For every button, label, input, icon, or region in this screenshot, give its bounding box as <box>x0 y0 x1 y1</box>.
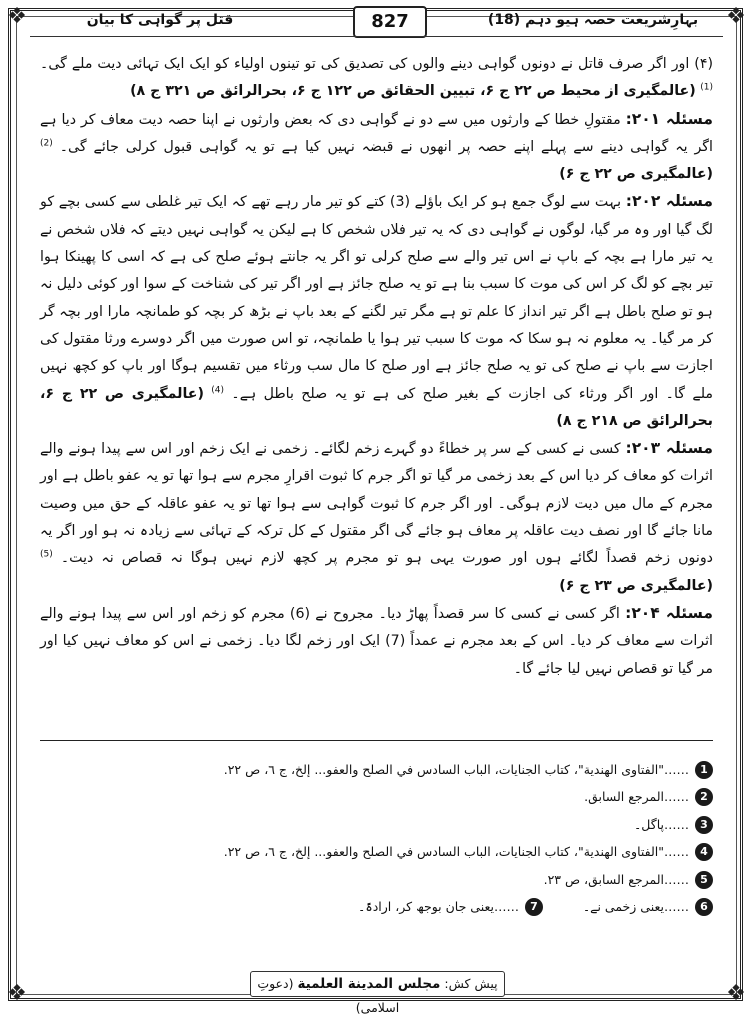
paragraph-text: مقتولِ خطا کے وارثوں میں سے دو نے گواہی دی کہ بعض وارثوں نے اپنا حصہ دیت معاف کر دیا ہے اگر یہ گواہی دینے سے پہلے اپنے حصہ پر انھوں نے قبضہ نہیں کیا ہے تو یہ گواہی قبول کرلی جائے گی۔ <box>40 111 713 155</box>
publisher-footer <box>250 971 505 1015</box>
corner-ornament-icon: ❖ <box>726 4 746 29</box>
corner-ornament-icon: ❖ <box>726 981 746 1006</box>
paragraph-text: (۴) اور اگر صرف قاتل نے دونوں گواہی دینے والوں کی تصدیق کی تو تینوں اولیاء کو ایک ایک تہائی دیت ملے گی۔ <box>40 56 713 72</box>
footnote-item <box>343 896 543 918</box>
footnote-item <box>40 784 713 812</box>
reference: (عالمگیری از محیط ص ۲۲ ج ۶، تبیین الحقائق ص ۱۲۲ ج ۶، بحرالرائق ص ۳۲۱ ج ۸) <box>130 83 696 100</box>
footnote-text: ……"الفتاوى الهندية"، كتاب الجنايات، الباب السادس في الصلح والعفو... إلخ، ج ٦، ص ٢٢. <box>223 761 689 777</box>
footnote-item <box>40 866 713 894</box>
footnote-text: ……یعنی جان بوجھ کر، ارادۃً۔ <box>358 899 519 915</box>
reference: (عالمگیری ص ۲۳ ج ۶) <box>559 577 713 594</box>
masala-label: مسئلہ ۲۰۳: <box>625 439 713 458</box>
publisher-name: مجلس المدينة العلمية <box>297 976 441 992</box>
masala-label: مسئلہ ۲۰۲: <box>625 192 713 211</box>
footnote-text: ……المرجع السابق. <box>584 789 689 805</box>
footnote-text: ……المرجع السابق، ص ٢٣. <box>543 871 689 887</box>
footnote-marker[interactable]: (5) <box>40 549 53 560</box>
footnote-marker[interactable]: (4) <box>211 384 225 395</box>
paragraph-text: کسی نے کسی کے سر پر خطاءً دو گہرے زخم لگائے۔ زخمی نے ایک زخم اور اس سے پیدا ہونے والے اثرات کو معاف کر دیا اس کے بعد زخمی مر گیا تو اگر جرم کا ثبوت اقرارِ مجرم سے ہوا تھا تو یہ عفو باطل ہے اور مجرم کے مال میں دیت لازم ہوگی۔ اور اگر جرم کا ثبوت گواہی سے ہوا تھا تو یہ عفو عاقلہ کے حق میں وصیت مانا جائے گا اور نصف دیت عاقلہ پر معاف ہو جائے گی اگر مقتول کے کل ترکہ کے تہائی سے زیادہ نہ ہو اور اگر یہ دونوں زخم قصداً لگائے ہوں اور صورت یہی ہو تو مجرم پر کچھ لازم نہیں ہوگا نہ قصاص نہ دیت۔ <box>40 441 713 567</box>
footnote-divider <box>40 740 713 741</box>
footnote-number-badge: 6 <box>695 898 713 916</box>
footnote-number-badge: 2 <box>695 788 713 806</box>
masala-label: مسئلہ ۲۰۴: <box>625 603 713 622</box>
chapter-title: قتل پر گواہی کا بیان <box>86 12 234 28</box>
corner-ornament-icon: ❖ <box>7 981 27 1006</box>
footer-suffix: (دعوتِ اسلامی) <box>257 976 400 1015</box>
paragraph <box>40 106 713 189</box>
footnote-number-badge: 1 <box>695 761 713 779</box>
footnote-text: ……"الفتاوى الهندية"، كتاب الجنايات، الباب السادس في الصلح والعفو... إلخ، ج ٦، ص ٢٢. <box>223 844 689 860</box>
paragraph <box>40 600 713 683</box>
footnote-item <box>40 756 713 784</box>
corner-ornament-icon: ❖ <box>7 4 27 29</box>
page-number: 827 <box>353 6 427 38</box>
reference: (عالمگیری ص ۲۲ ج ۶) <box>559 166 713 183</box>
footnote-marker[interactable]: (1) <box>700 82 713 93</box>
main-text <box>40 50 713 683</box>
masala-label: مسئلہ ۲۰۱: <box>625 109 713 128</box>
book-title: بہارِشریعت حصہ ہیو دہم (18) <box>487 12 699 28</box>
paragraph <box>40 188 713 435</box>
footnote-item <box>40 839 713 867</box>
header-divider <box>30 36 723 37</box>
paragraph <box>40 50 713 106</box>
paragraph <box>40 435 713 600</box>
footer-prefix: پیش کش: <box>444 976 498 991</box>
footnotes <box>40 756 713 921</box>
reference: (عالمگیری ص ۲۲ ج ۶، بحرالرائق ص ۲۱۸ ج ۸) <box>40 385 713 429</box>
footnote-text: ……یعنی زخمی نے۔ <box>582 899 689 915</box>
paragraph-text: بہت سے لوگ جمع ہو کر ایک باؤلے (3) کتے کو تیر مار رہے تھے کہ ایک تیر غلطی سے کسی بچے کو لگ گیا اور وہ مر گیا، لوگوں نے گواہی دی کہ یہ تیر فلاں شخص کا ہے لیکن یہ گواہی نہیں دیتے کہ فلاں شخص نے یہ تیر مارا ہے بچہ کے باپ نے اس تیر والے سے صلح کرلی تو اگر یہ جانتے ہوئے صلح کی ہے کہ اسی کا پھینکا ہوا تیر بچے کو لگ کر اس کی موت کا سبب بنا ہے تو یہ صلح جائز ہے اور اگر تیر کی شناخت کے سوا اور کوئی دلیل نہ ہو تو صلح باطل ہے اگر تیر انداز کا علم تو ہے مگر تیر لگنے کے بعد باپ نے بڑھ کر بچہ کو طمانچہ مارا اور بچہ گر کر مر گیا۔ یہ معلوم نہ ہو سکا کہ موت کا سبب تیر ہوا یا طمانچہ، تو اس صورت میں اگر دوسرے ورثا مقتول کی اجازت سے باپ نے صلح کی تو یہ صلح جائز ہے اور صلح کا مال سب ورثاء میں تقسیم ہوگا اور باپ کو کچھ نہیں ملے گا۔ اور اگر ورثاء کی اجازت کے بغیر صلح کی ہے تو یہ صلح باطل ہے۔ <box>40 194 713 402</box>
footnote-item <box>40 811 713 839</box>
footnote-text: ……پاگل۔ <box>633 816 689 832</box>
footnote-row <box>40 894 713 922</box>
footnote-number-badge: 3 <box>695 816 713 834</box>
footnote-number-badge: 5 <box>695 871 713 889</box>
footnote-item <box>543 896 713 918</box>
paragraph-text: اگر کسی نے کسی کا سر قصداً پھاڑ دیا۔ مجروح نے (6) مجرم کو زخم اور اس سے پیدا ہونے والے اثرات سے معاف کر دیا۔ اس کے بعد مجرم نے عمداً (7) ایک اور زخم لگا دیا۔ زخمی نے اس کو معاف نہیں کیا اور مر گیا تو قصاص نہیں لیا جائے گا۔ <box>40 605 713 677</box>
page-header <box>30 6 723 36</box>
footnote-marker[interactable]: (2) <box>40 138 53 149</box>
footnote-number-badge: 7 <box>525 898 543 916</box>
footnote-number-badge: 4 <box>695 843 713 861</box>
